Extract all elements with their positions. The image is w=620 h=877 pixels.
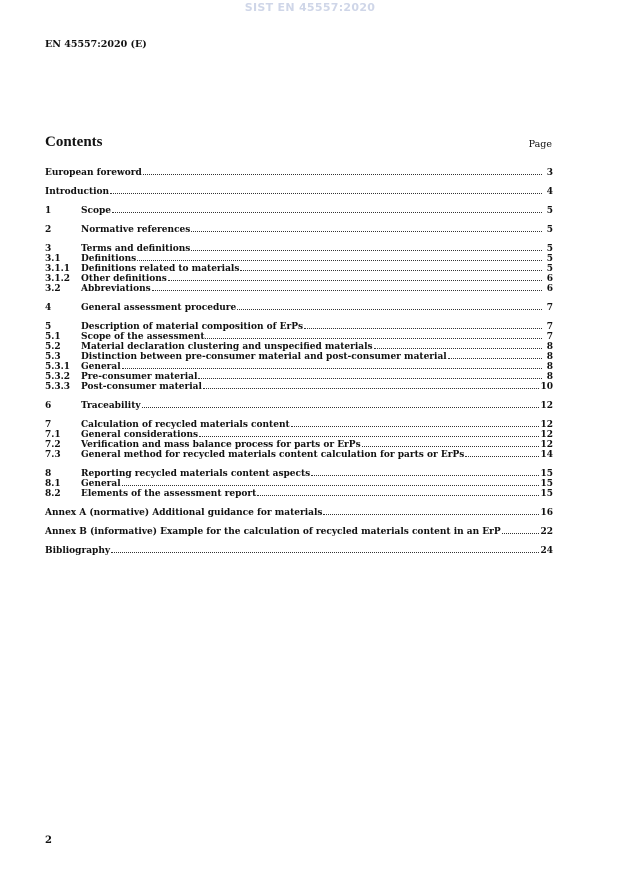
toc-entry-title: Definitions <box>81 254 137 264</box>
toc-entry-title: European foreword <box>45 168 142 178</box>
toc-entry[interactable] <box>45 167 553 177</box>
toc-dot-leader <box>237 302 542 310</box>
toc-entry-number: 3 <box>45 244 52 254</box>
toc-entry-title: Verification and mass balance process for parts or ErPs <box>81 440 361 450</box>
toc-entry[interactable] <box>45 371 553 381</box>
toc-dot-leader <box>502 526 540 534</box>
toc-entry-page: 5 <box>546 254 553 264</box>
page-column-label: Page <box>528 139 552 150</box>
toc-dot-leader <box>122 361 542 369</box>
toc-entry-page: 22 <box>540 527 553 537</box>
toc-entry-number: 5.2 <box>45 342 61 352</box>
toc-entry[interactable] <box>45 361 553 371</box>
toc-entry[interactable] <box>45 507 553 517</box>
toc-dot-leader <box>152 283 542 291</box>
toc-entry[interactable] <box>45 321 553 331</box>
toc-entry-page: 14 <box>540 450 553 460</box>
toc-dot-leader <box>362 439 540 447</box>
toc-entry-page: 8 <box>546 342 553 352</box>
toc-entry-title: Introduction <box>45 187 110 197</box>
toc-entry[interactable] <box>45 526 553 536</box>
toc-entry-number: 7.3 <box>45 450 61 460</box>
toc-entry-page: 12 <box>540 420 553 430</box>
table-of-contents <box>45 167 553 555</box>
toc-entry[interactable] <box>45 253 553 263</box>
toc-entry-title: Post-consumer material <box>81 382 202 392</box>
toc-entry[interactable] <box>45 283 553 293</box>
toc-entry-title: Other definitions <box>81 274 167 284</box>
toc-entry-page: 5 <box>546 225 553 235</box>
toc-entry-title: Scope <box>81 206 112 216</box>
toc-entry-title: General assessment procedure <box>81 303 237 313</box>
toc-entry-number: 2 <box>45 225 52 235</box>
toc-entry-number: 3.1.2 <box>45 274 71 284</box>
toc-entry-page: 8 <box>546 372 553 382</box>
toc-entry-title: Elements of the assessment report <box>81 489 257 499</box>
toc-entry-number: 5.3 <box>45 352 61 362</box>
toc-entry-page: 16 <box>540 508 553 518</box>
toc-dot-leader <box>198 371 542 379</box>
toc-entry-page: 8 <box>546 362 553 372</box>
toc-entry-number: 8.1 <box>45 479 61 489</box>
toc-entry-title: Abbreviations <box>81 284 151 294</box>
toc-entry[interactable] <box>45 439 553 449</box>
toc-dot-leader <box>203 381 540 389</box>
toc-entry-page: 7 <box>546 332 553 342</box>
toc-entry-page: 15 <box>540 489 553 499</box>
toc-entry[interactable] <box>45 273 553 283</box>
toc-entry-title: Distinction between pre-consumer material and post-consumer material <box>81 352 447 362</box>
toc-entry[interactable] <box>45 478 553 488</box>
toc-entry-title: Description of material composition of ErPs <box>81 322 304 332</box>
toc-entry-number: 6 <box>45 401 52 411</box>
toc-dot-leader <box>191 243 542 251</box>
toc-entry[interactable] <box>45 302 553 312</box>
toc-entry-page: 5 <box>546 264 553 274</box>
toc-entry-page: 6 <box>546 274 553 284</box>
toc-entry-number: 3.2 <box>45 284 61 294</box>
toc-entry-number: 3.1 <box>45 254 61 264</box>
toc-entry[interactable] <box>45 341 553 351</box>
toc-entry-number: 5.1 <box>45 332 61 342</box>
toc-entry-number: 8.2 <box>45 489 61 499</box>
toc-entry-title: Annex A (normative) Additional guidance for materials <box>45 508 323 518</box>
toc-entry-title: Scope of the assessment <box>81 332 205 342</box>
toc-dot-leader <box>143 167 542 175</box>
toc-entry[interactable] <box>45 449 553 459</box>
toc-entry-page: 3 <box>546 168 553 178</box>
toc-entry[interactable] <box>45 186 553 196</box>
toc-entry[interactable] <box>45 224 553 234</box>
toc-dot-leader <box>142 400 540 408</box>
toc-entry-number: 7.2 <box>45 440 61 450</box>
toc-entry-page: 12 <box>540 430 553 440</box>
toc-entry-page: 10 <box>540 382 553 392</box>
toc-entry-number: 8 <box>45 469 52 479</box>
toc-entry-number: 5.3.2 <box>45 372 71 382</box>
toc-entry[interactable] <box>45 400 553 410</box>
toc-dot-leader <box>304 321 542 329</box>
toc-entry-page: 5 <box>546 206 553 216</box>
toc-entry-title: General considerations <box>81 430 199 440</box>
toc-dot-leader <box>191 224 542 232</box>
toc-entry-title: Definitions related to materials <box>81 264 240 274</box>
toc-dot-leader <box>323 507 539 515</box>
toc-entry-page: 5 <box>546 244 553 254</box>
toc-entry-title: General method for recycled materials content calculation for parts or ErPs <box>81 450 465 460</box>
toc-dot-leader <box>465 449 539 457</box>
toc-dot-leader <box>137 253 542 261</box>
toc-entry-page: 15 <box>540 479 553 489</box>
toc-dot-leader <box>111 545 539 553</box>
toc-dot-leader <box>112 205 542 213</box>
toc-entry-page: 24 <box>540 546 553 556</box>
contents-heading: Contents <box>45 134 103 150</box>
toc-entry-number: 7.1 <box>45 430 61 440</box>
toc-entry-title: Calculation of recycled materials content <box>81 420 290 430</box>
toc-entry-number: 7 <box>45 420 52 430</box>
toc-entry-title: Normative references <box>81 225 191 235</box>
toc-entry[interactable] <box>45 351 553 361</box>
toc-dot-leader <box>199 429 539 437</box>
toc-entry-title: General <box>81 479 121 489</box>
toc-entry-page: 12 <box>540 440 553 450</box>
toc-entry[interactable] <box>45 205 553 215</box>
toc-entry-title: Pre-consumer material <box>81 372 198 382</box>
toc-dot-leader <box>291 419 540 427</box>
toc-entry-page: 7 <box>546 303 553 313</box>
toc-entry[interactable] <box>45 263 553 273</box>
watermark: SIST EN 45557:2020 <box>244 1 376 14</box>
page-number: 2 <box>45 835 52 846</box>
toc-entry-number: 1 <box>45 206 52 216</box>
toc-entry-page: 6 <box>546 284 553 294</box>
document-id: EN 45557:2020 (E) <box>45 39 147 50</box>
toc-entry-page: 4 <box>546 187 553 197</box>
toc-entry-title: Traceability <box>81 401 141 411</box>
toc-entry[interactable] <box>45 488 553 498</box>
toc-dot-leader <box>374 341 542 349</box>
toc-dot-leader <box>122 478 540 486</box>
toc-entry[interactable] <box>45 545 553 555</box>
toc-dot-leader <box>240 263 542 271</box>
toc-entry[interactable] <box>45 429 553 439</box>
toc-entry[interactable] <box>45 331 553 341</box>
toc-entry-page: 7 <box>546 322 553 332</box>
toc-entry-number: 5.3.1 <box>45 362 71 372</box>
toc-entry-title: Bibliography <box>45 546 111 556</box>
toc-entry-title: General <box>81 362 121 372</box>
toc-entry-number: 5 <box>45 322 52 332</box>
toc-entry[interactable] <box>45 243 553 253</box>
toc-entry-title: Material declaration clustering and unspecified materials <box>81 342 373 352</box>
toc-entry[interactable] <box>45 381 553 391</box>
toc-dot-leader <box>311 468 539 476</box>
toc-entry-page: 15 <box>540 469 553 479</box>
toc-entry-number: 5.3.3 <box>45 382 71 392</box>
toc-entry-title: Terms and definitions <box>81 244 191 254</box>
toc-dot-leader <box>168 273 542 281</box>
toc-entry[interactable] <box>45 419 553 429</box>
toc-dot-leader <box>257 488 539 496</box>
toc-entry-number: 4 <box>45 303 52 313</box>
toc-entry-page: 12 <box>540 401 553 411</box>
toc-entry[interactable] <box>45 468 553 478</box>
toc-entry-title: Annex B (informative) Example for the calculation of recycled materials content in an ErP <box>45 527 501 537</box>
toc-dot-leader <box>448 351 542 359</box>
toc-dot-leader <box>205 331 542 339</box>
toc-entry-number: 3.1.1 <box>45 264 71 274</box>
toc-entry-title: Reporting recycled materials content aspects <box>81 469 311 479</box>
toc-entry-page: 8 <box>546 352 553 362</box>
toc-dot-leader <box>110 186 542 194</box>
